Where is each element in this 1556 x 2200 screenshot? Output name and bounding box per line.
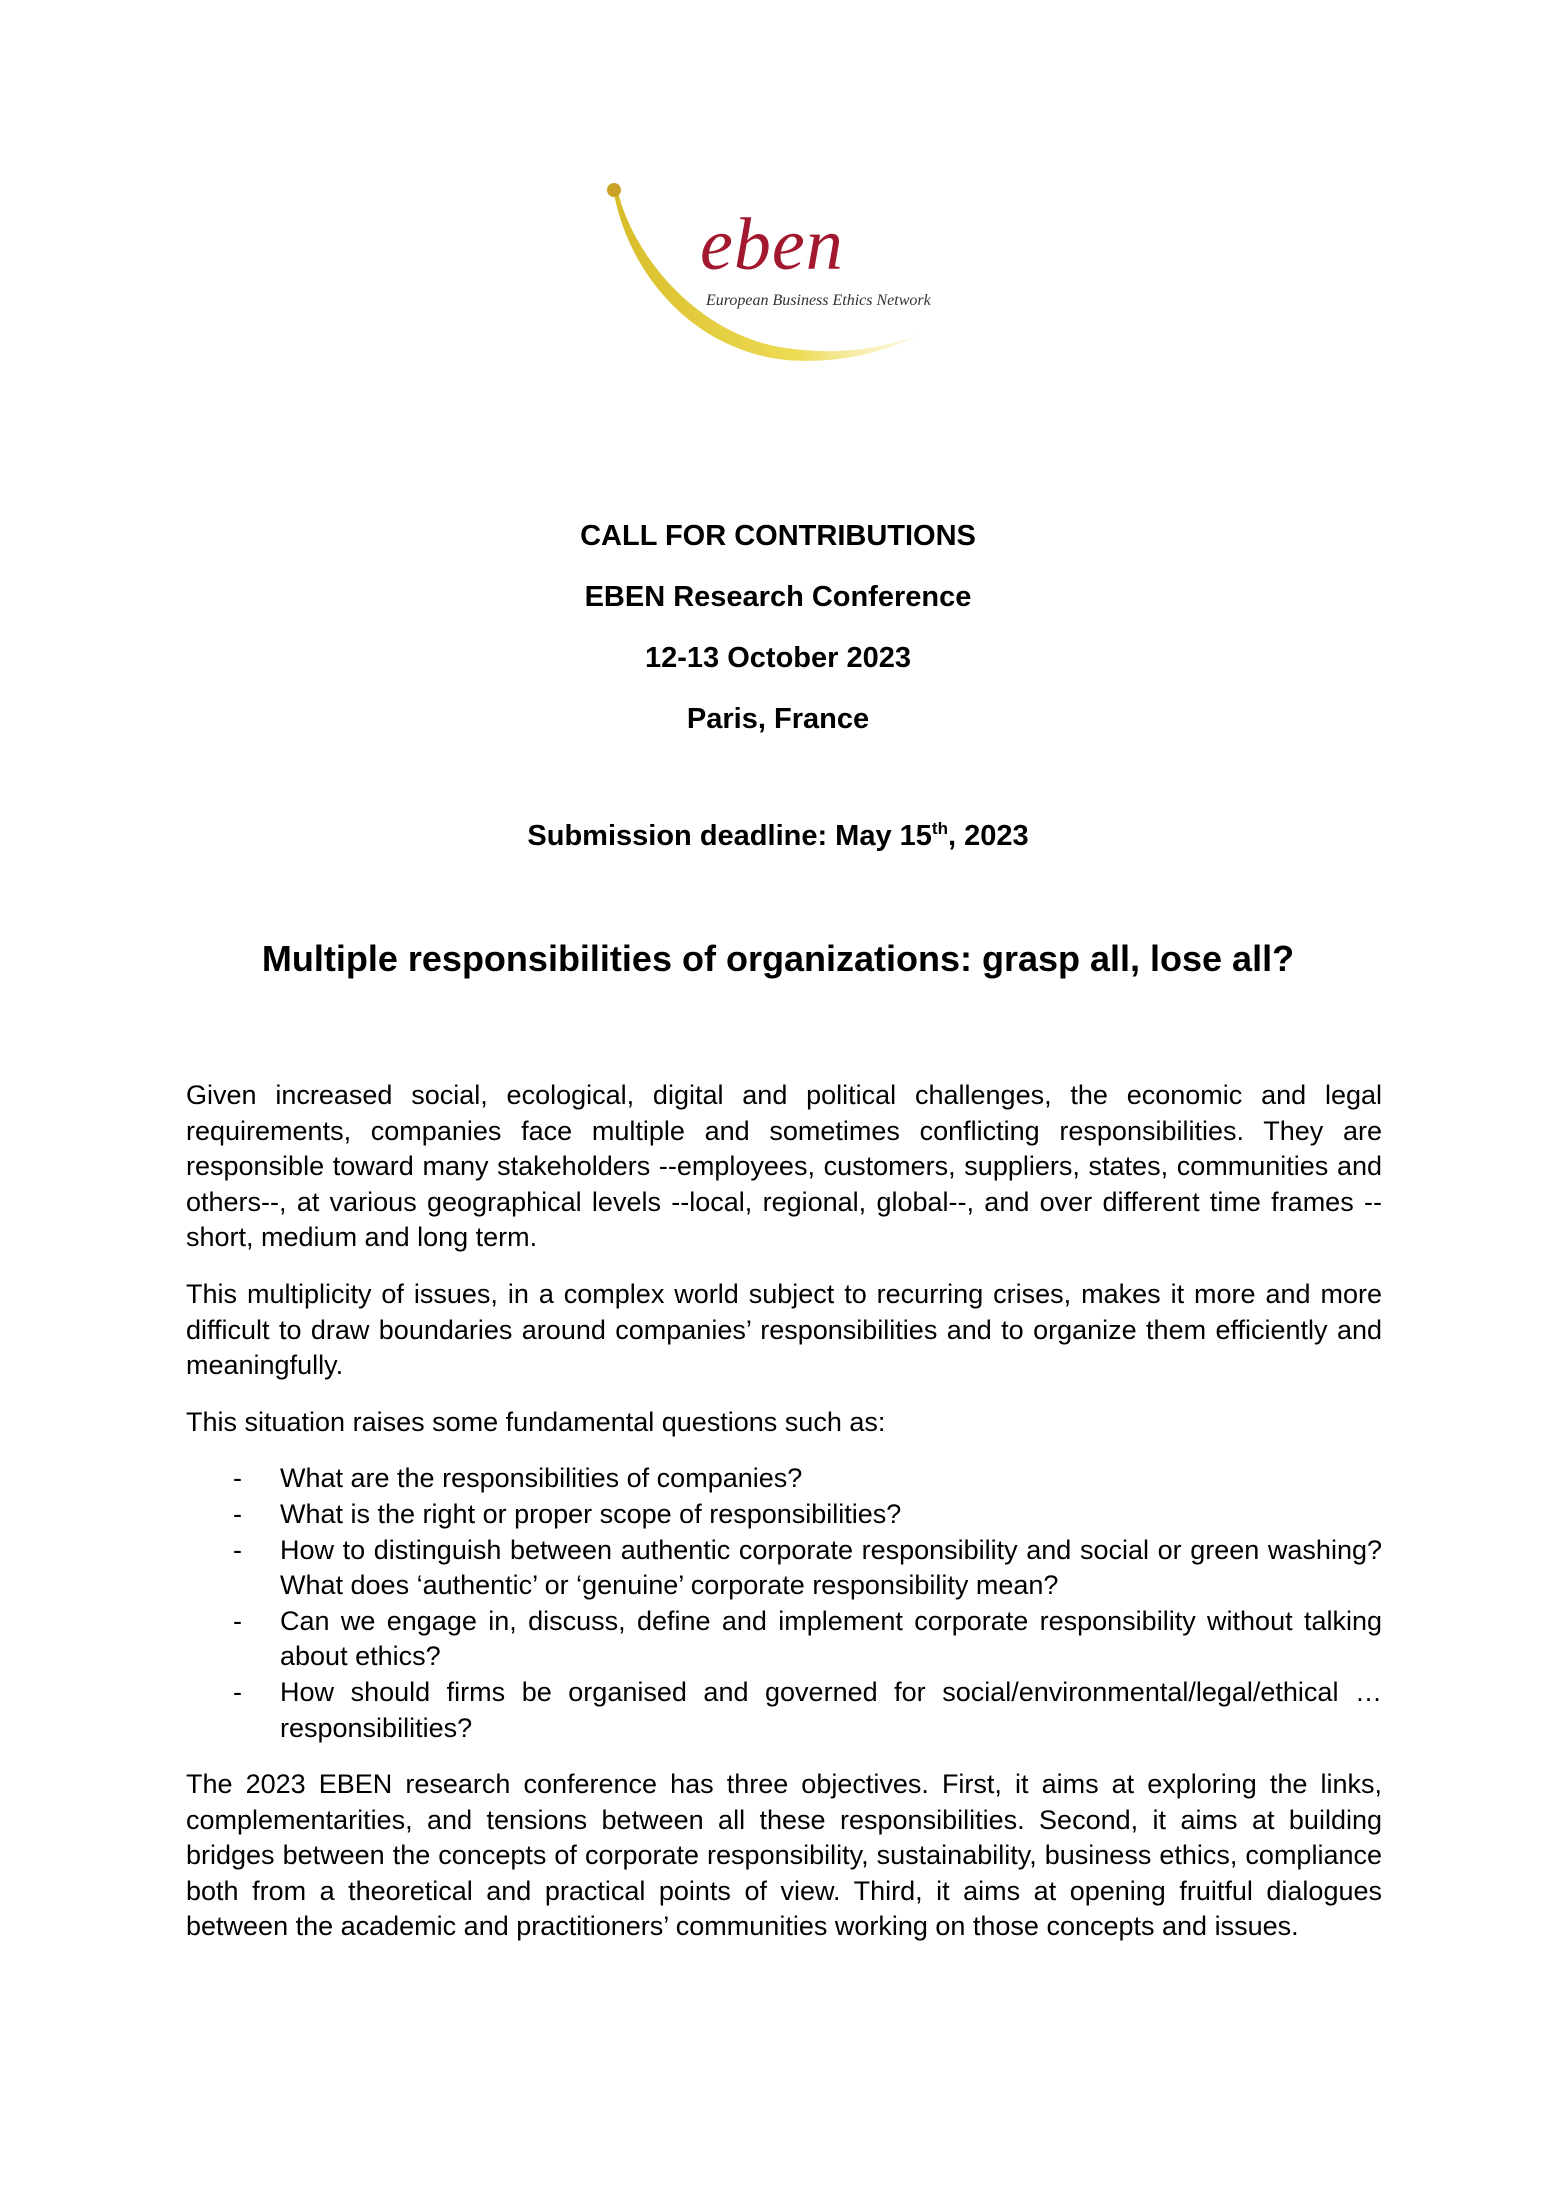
conference-name: EBEN Research Conference [584,581,972,613]
call-heading: CALL FOR CONTRIBUTIONS [580,520,976,552]
deadline-year: , 2023 [947,820,1029,852]
eben-logo [590,178,990,378]
paragraph-objectives: The 2023 EBEN research conference has three objectives. First, it aims at exploring the links, complementarities, and tensions between all these responsibilities. Second, it aims at building bridges between the concepts of corporate responsibility, sustainability, business ethics, compliance both from a theoretical and practical points of view. Third, it aims at opening fruitful dialogues between the academic and practitioners’ communities working on those concepts and issues. [186,1769,1382,1942]
list-item [186,1604,1382,1675]
conference-header [0,512,1556,756]
deadline-label: Submission deadline: May 15 [527,820,932,852]
bullet-dash: - [233,1605,242,1636]
list-item [186,1497,1382,1533]
list-item-text: Can we engage in, discuss, define and implement corporate responsibility without talking about ethics? [280,1605,1382,1672]
paragraph-questions-lead: This situation raises some fundamental questions such as: [186,1406,886,1437]
body-text [186,1078,1382,1966]
list-item [186,1461,1382,1497]
logo-dot [607,183,621,197]
list-item-text: What is the right or proper scope of responsibilities? [280,1498,902,1529]
bullet-dash: - [233,1463,242,1494]
list-item-text: What are the responsibilities of companies? [280,1463,803,1494]
bullet-dash: - [233,1534,242,1565]
list-item [186,1675,1382,1746]
conference-dates: 12-13 October 2023 [645,642,911,674]
paragraph-intro: Given increased social, ecological, digital and political challenges, the economic and legal requirements, companies face multiple and sometimes conflicting responsibilities. They are responsible toward many stakeholders --employees, customers, suppliers, states, communities and others--, at various geographical levels --local, regional, global--, and over different time frames --short, medium and long term. [186,1080,1382,1253]
conference-location: Paris, France [686,703,870,735]
logo-tagline: European Business Ethics Network [706,292,931,309]
questions-list [186,1461,1382,1746]
logo-wordmark: eben [700,204,844,286]
submission-deadline [0,812,1556,860]
bullet-dash: - [233,1676,242,1707]
deadline-ordinal: th [931,819,948,838]
list-item-text: How to distinguish between authentic corporate responsibility and social or green washing? What does ‘authentic’ or ‘genuine’ corporate responsibility mean? [280,1534,1382,1601]
list-item-text: How should firms be organised and governed for social/environmental/legal/ethical … responsibilities? [280,1676,1382,1743]
conference-theme-title: Multiple responsibilities of organizations: grasp all, lose all? [261,938,1295,979]
bullet-dash: - [233,1498,242,1529]
paragraph-multiplicity: This multiplicity of issues, in a complex world subject to recurring crises, makes it more and more difficult to draw boundaries around companies’ responsibilities and to organize them efficiently and meaningfully. [186,1278,1382,1381]
list-item [186,1533,1382,1604]
